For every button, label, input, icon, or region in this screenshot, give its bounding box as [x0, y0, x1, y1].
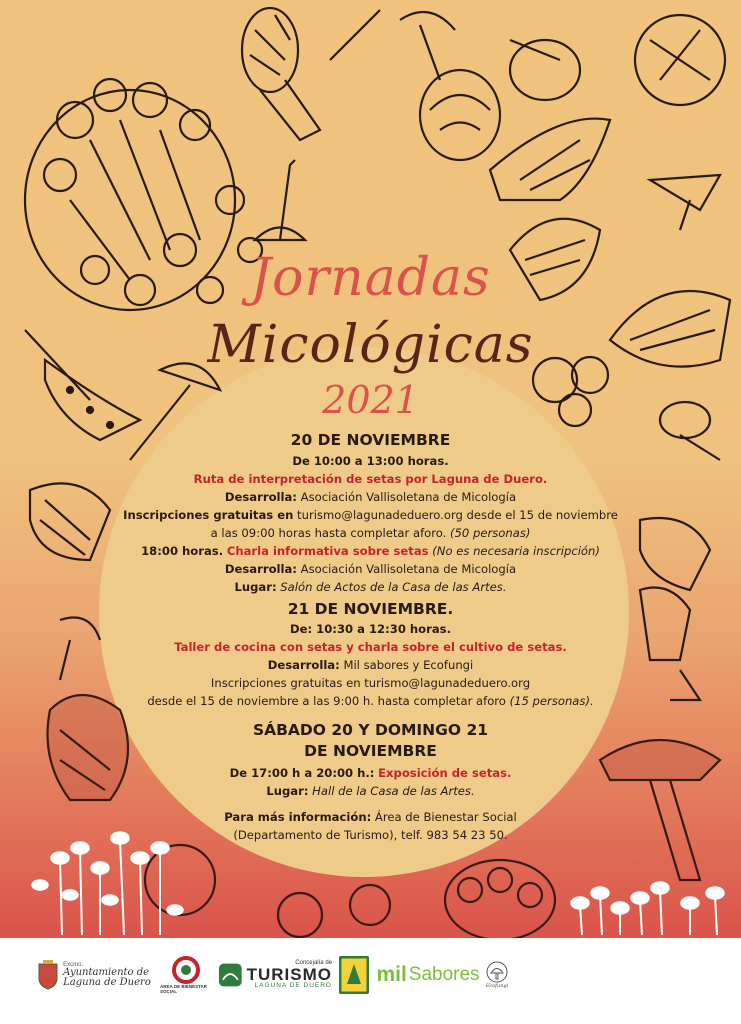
coat-of-arms-icon — [37, 960, 59, 990]
info-line1: Para más información: Área de Bienestar Social — [224, 810, 517, 824]
turismo-logo: Concejalía de TURISMO LAGUNA DE DUERO — [218, 952, 332, 998]
day3-heading2: DE NOVIEMBRE — [304, 742, 437, 760]
day1-activity2: 18:00 horas. Charla informativa sobre setas (No es necesaria inscripción) — [141, 544, 600, 558]
club-badge-icon — [339, 956, 369, 994]
day2-registration1: Inscripciones gratuitas en turismo@lagunadeduero.org — [210, 676, 531, 690]
sponsor-footer — [0, 938, 741, 1024]
day3-place: Lugar: Hall de la Casa de las Artes. — [266, 784, 475, 798]
bienestar-social-logo: ÁREA DE BIENESTAR SOCIAL — [160, 952, 212, 998]
title-year: 2021 — [322, 378, 419, 422]
title-line2: Micológicas — [207, 315, 534, 375]
club-badge-logo — [336, 952, 372, 998]
ecofungi-icon — [486, 961, 508, 983]
day3-time: De 17:00 h a 20:00 h.: Exposición de setas. — [229, 766, 512, 780]
day2-heading: 21 DE NOVIEMBRE. — [287, 600, 454, 618]
ayuntamiento-logo: Excmo. Ayuntamiento de Laguna de Duero — [34, 952, 154, 998]
bienestar-social-icon — [169, 956, 203, 984]
day1-registration: Inscripciones gratuitas en turismo@lagunadeduero.org desde el 15 de noviembre — [123, 508, 618, 522]
info-line2: (Departamento de Turismo), telf. 983 54 23 50. — [233, 828, 508, 842]
ecofungi-logo: Ecofungi — [482, 952, 512, 998]
turismo-icon — [218, 962, 243, 988]
day1-organizer1: Desarrolla: Asociación Vallisoletana de Micología — [224, 490, 517, 504]
title-line1: Jornadas — [250, 248, 491, 308]
day2-organizer: Desarrolla: Mil sabores y Ecofungi — [267, 658, 474, 672]
day2-registration2: desde el 15 de noviembre a las 9:00 h. hasta completar aforo (15 personas). — [147, 694, 594, 708]
day1-organizer2: Desarrolla: Asociación Vallisoletana de Micología — [224, 562, 517, 576]
day1-activity1: Ruta de interpretación de setas por Laguna de Duero. — [193, 472, 548, 486]
day2-time: De: 10:30 a 12:30 horas. — [290, 622, 451, 636]
day2-activity: Taller de cocina con setas y charla sobre el cultivo de setas. — [174, 640, 567, 654]
day1-place: Lugar: Salón de Actos de la Casa de las Artes. — [234, 580, 507, 594]
day1-time1: De 10:00 a 13:00 horas. — [292, 454, 449, 468]
day3-heading1: SÁBADO 20 Y DOMINGO 21 — [252, 721, 489, 739]
mil-sabores-logo: mil Sabores — [376, 963, 480, 986]
day1-heading: 20 DE NOVIEMBRE — [290, 431, 451, 449]
day1-registration2: a las 09:00 horas hasta completar aforo. (50 personas) — [210, 526, 531, 540]
